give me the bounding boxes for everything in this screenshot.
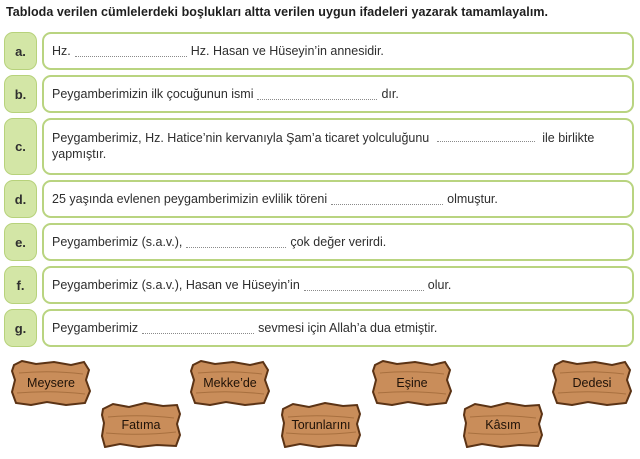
- sentence-end: dır.: [381, 87, 399, 101]
- sentence-box: [42, 266, 634, 304]
- sentence-start: Peygamberimiz: [52, 321, 139, 335]
- row-letter: a.: [4, 32, 37, 70]
- sentence-start: Peygamberimiz (s.a.v.),: [52, 235, 183, 249]
- answer-card-mekkede[interactable]: [190, 360, 270, 406]
- question-row-e: [4, 223, 634, 261]
- row-letter: d.: [4, 180, 37, 218]
- sentence-end: olur.: [427, 278, 452, 292]
- answer-label: Eşine: [396, 376, 428, 390]
- row-letter: e.: [4, 223, 37, 261]
- blank-field[interactable]: [331, 194, 443, 205]
- row-letter: b.: [4, 75, 37, 113]
- question-row-d: [4, 180, 634, 218]
- blank-field[interactable]: [257, 89, 377, 100]
- answer-label: Dedesi: [572, 376, 612, 390]
- sentence-box: [42, 75, 634, 113]
- question-row-f: [4, 266, 634, 304]
- row-letter: f.: [4, 266, 37, 304]
- blank-field[interactable]: [142, 323, 254, 334]
- sentence-start: 25 yaşında evlenen peygamberimizin evlilik töreni: [52, 192, 328, 206]
- sentence-start: Peygamberimizin ilk çocuğunun ismi: [52, 87, 254, 101]
- sentence-box: [42, 118, 634, 175]
- answer-card-dedesi[interactable]: [552, 360, 632, 406]
- row-letter: g.: [4, 309, 37, 347]
- row-letter: c.: [4, 118, 37, 175]
- sentence-box: [42, 32, 634, 70]
- sentence-start: Peygamberimiz (s.a.v.), Hasan ve Hüseyin’in: [52, 278, 300, 292]
- answer-card-torunlarini[interactable]: [281, 402, 361, 448]
- sentence-start: Peygamberimiz, Hz. Hatice’nin kervanıyla Şam’a ticaret yolculuğunu: [52, 131, 430, 145]
- sentence-box: [42, 223, 634, 261]
- blank-field[interactable]: [186, 237, 286, 248]
- sentence-end: olmuştur.: [447, 192, 498, 206]
- answer-card-meysere[interactable]: [11, 360, 91, 406]
- sentence-start: Hz.: [52, 44, 71, 58]
- sentence-end: Hz. Hasan ve Hüseyin’in annesidir.: [190, 44, 384, 58]
- answer-card-esine[interactable]: [372, 360, 452, 406]
- answer-label: Meysere: [27, 376, 75, 390]
- answer-label: Fatıma: [121, 418, 161, 432]
- answer-card-kasim[interactable]: [463, 402, 543, 448]
- question-row-b: [4, 75, 634, 113]
- answer-label: Mekke’de: [203, 376, 257, 390]
- question-row-c: [4, 118, 634, 175]
- sentence-end: çok değer verirdi.: [290, 235, 387, 249]
- question-row-g: [4, 309, 634, 347]
- instructions-heading: Tabloda verilen cümlelerdeki boşlukları altta verilen uygun ifadeleri yazarak tamamlayalım.: [6, 5, 549, 19]
- sentence-end: ile birlikte: [542, 131, 595, 145]
- sentence-box: [42, 309, 634, 347]
- blank-field[interactable]: [437, 131, 535, 142]
- answer-label: Kâsım: [485, 418, 521, 432]
- blank-field[interactable]: [304, 280, 424, 291]
- answer-card-fatima[interactable]: [101, 402, 181, 448]
- sentence-end: sevmesi için Allah’a dua etmiştir.: [258, 321, 438, 335]
- question-row-a: [4, 32, 634, 70]
- answer-label: Torunlarını: [291, 418, 351, 432]
- sentence-box: [42, 180, 634, 218]
- sentence-line-2: yapmıştır.: [52, 147, 107, 161]
- blank-field[interactable]: [75, 46, 187, 57]
